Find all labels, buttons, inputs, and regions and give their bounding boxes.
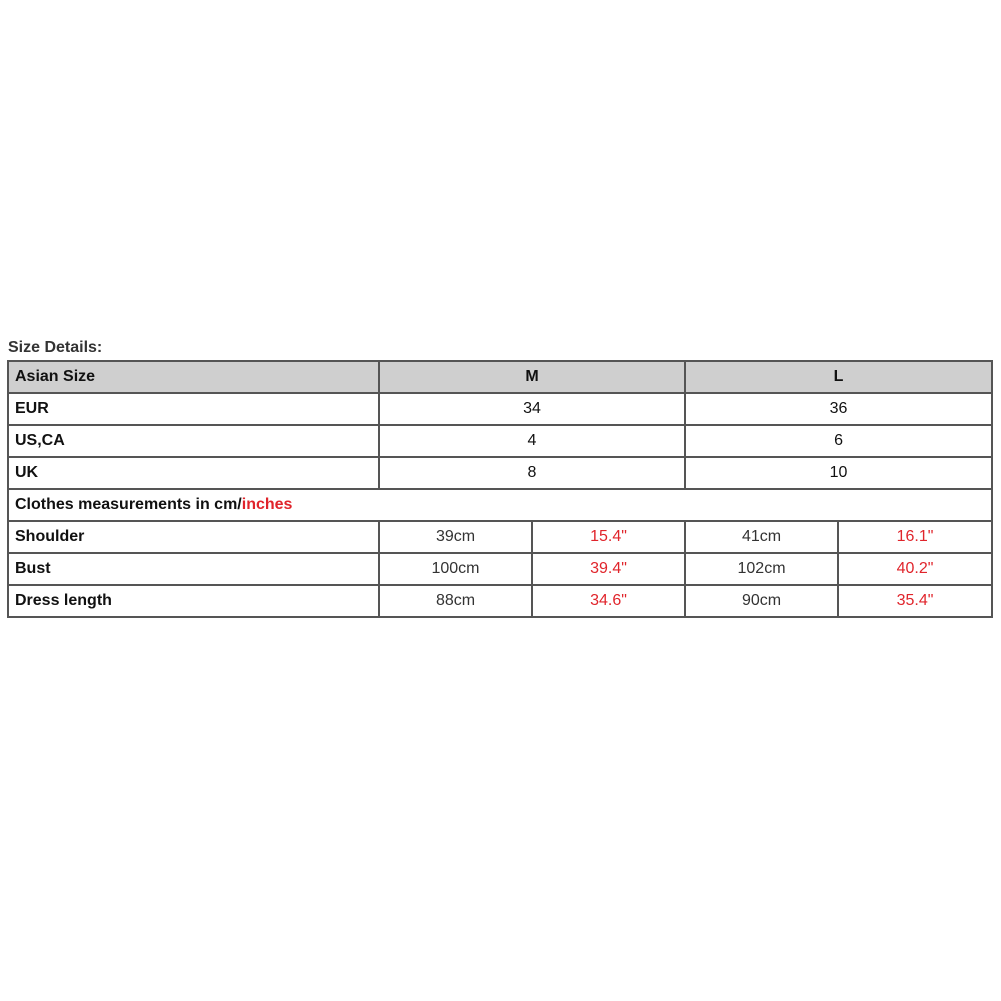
size-details-caption: Size Details: xyxy=(8,339,103,356)
inch-value-cell: 39.4" xyxy=(532,553,685,585)
cm-value-cell: 88cm xyxy=(379,585,532,617)
cm-value-cell: 100cm xyxy=(379,553,532,585)
value-cell: 10 xyxy=(685,457,992,489)
table-row-bust xyxy=(8,553,992,585)
measurements-heading-row xyxy=(8,489,992,521)
header-label: Asian Size xyxy=(8,361,379,393)
cm-value-cell: 90cm xyxy=(685,585,838,617)
row-label: EUR xyxy=(8,393,379,425)
measurements-heading xyxy=(8,489,992,521)
row-label: US,CA xyxy=(8,425,379,457)
row-label: Dress length xyxy=(8,585,379,617)
value-cell: 36 xyxy=(685,393,992,425)
size-header-m: M xyxy=(379,361,685,393)
table-row-dress-length xyxy=(8,585,992,617)
header-row xyxy=(8,361,992,393)
table-row-eur xyxy=(8,393,992,425)
cm-value-cell: 41cm xyxy=(685,521,838,553)
inch-value-cell: 34.6" xyxy=(532,585,685,617)
inch-value-cell: 15.4" xyxy=(532,521,685,553)
value-cell: 6 xyxy=(685,425,992,457)
inch-value-cell: 16.1" xyxy=(838,521,992,553)
inch-value-cell: 40.2" xyxy=(838,553,992,585)
measurements-heading-prefix: Clothes measurements in cm/ xyxy=(15,496,242,513)
row-label: UK xyxy=(8,457,379,489)
row-label: Shoulder xyxy=(8,521,379,553)
row-label: Bust xyxy=(8,553,379,585)
value-cell: 8 xyxy=(379,457,685,489)
value-cell: 4 xyxy=(379,425,685,457)
cm-value-cell: 102cm xyxy=(685,553,838,585)
inch-value-cell: 35.4" xyxy=(838,585,992,617)
measurements-heading-inches: inches xyxy=(241,496,293,513)
table-row-shoulder xyxy=(8,521,992,553)
table-row-us-ca xyxy=(8,425,992,457)
value-cell: 34 xyxy=(379,393,685,425)
cm-value-cell: 39cm xyxy=(379,521,532,553)
size-header-l: L xyxy=(685,361,992,393)
table-row-uk xyxy=(8,457,992,489)
size-table xyxy=(7,360,993,618)
